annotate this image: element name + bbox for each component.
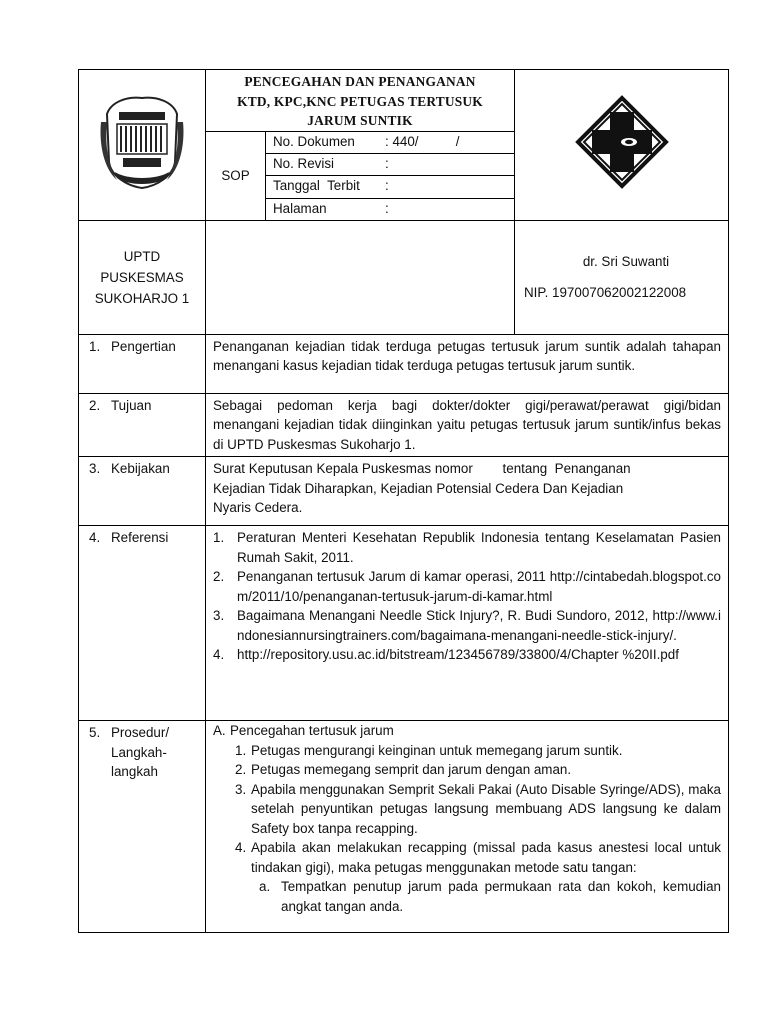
reference-list bbox=[213, 528, 721, 665]
signer-block bbox=[515, 220, 729, 334]
title-line-1: PENCEGAHAN DAN PENANGANAN bbox=[244, 74, 476, 89]
document-meta bbox=[266, 131, 515, 220]
section-body-prosedur bbox=[206, 721, 729, 933]
procedure-step: 3. Apabila menggunakan Semprit Sekali Pakai (Auto Disable Syringe/ADS), maka setelah penyuntikan petugas langsung membuang ADS langsung ke dalam Safety box tanpa recapping. bbox=[235, 781, 721, 836]
puskesmas-logo-cell bbox=[515, 70, 729, 221]
signer-name: dr. Sri Suwanti bbox=[582, 253, 670, 269]
puskesmas-logo-icon bbox=[574, 94, 670, 190]
procedure-step: 2. Petugas memegang semprit dan jarum dengan aman. bbox=[235, 762, 572, 777]
signature-space bbox=[206, 220, 515, 334]
section-label-kebijakan: 3. Kebijakan bbox=[79, 457, 206, 526]
section-label-referensi: 4. Referensi bbox=[79, 526, 206, 721]
procedure-step: 1. Petugas mengurangi keinginan untuk memegang jarum suntik. bbox=[235, 742, 623, 758]
regency-logo-cell bbox=[79, 70, 206, 221]
meta-halaman: Halaman : bbox=[273, 200, 389, 216]
organization-name: UPTD PUSKESMAS SUKOHARJO 1 bbox=[79, 220, 206, 334]
meta-no-revisi: No. Revisi : bbox=[266, 154, 514, 176]
section-body-tujuan: Sebagai pedoman kerja bagi dokter/dokter gigi/perawat/perawat gigi/bidan menangani kejadian tidak diinginkan yaitu petugas tertusuk jarum suntik/infus bekas di UPTD Puskesmas Sukoharjo 1. bbox=[206, 393, 729, 457]
section-label-pengertian: 1. Pengertian bbox=[79, 334, 206, 393]
sop-label: SOP bbox=[206, 131, 266, 220]
procedure-steps bbox=[213, 741, 721, 878]
title-line-2: KTD, KPC,KNC PETUGAS TERTUSUK bbox=[237, 93, 483, 109]
sop-table bbox=[78, 69, 729, 933]
document-title bbox=[206, 70, 515, 132]
meta-no-dokumen: No. Dokumen : 440/ / bbox=[266, 132, 514, 154]
section-body-referensi bbox=[206, 526, 729, 721]
title-line-3: JARUM SUNTIK bbox=[307, 113, 413, 128]
procedure-substeps bbox=[213, 877, 721, 916]
procedure-substep: a. Tempatkan penutup jarum pada permukaan rata dan kokoh, kemudian angkat tangan anda. bbox=[259, 879, 721, 914]
reference-item: 2. Penanganan tertusuk Jarum di kamar operasi, 2011 http://cintabedah.blogspot.com/2011/10/penanganan-tertusuk-jarum-di-kamar.html bbox=[213, 569, 721, 604]
sop-document bbox=[78, 69, 728, 925]
reference-item: 3. Bagaimana Menangani Needle Stick Injury?, R. Budi Sundoro, 2012, http://www.indonesiannursingtrainers.com/bagaimana-menangani-needle-stick-injury/. bbox=[213, 608, 721, 643]
section-label-prosedur: 5. Prosedur/ Langkah- langkah bbox=[79, 721, 206, 933]
reference-item: 4. http://repository.usu.ac.id/bitstream/123456789/33800/4/Chapter %20II.pdf bbox=[213, 647, 679, 662]
signer-nip: NIP. 197007062002122008 bbox=[524, 285, 687, 300]
meta-tanggal-terbit: Tanggal Terbit : bbox=[266, 176, 514, 199]
procedure-step: 4. Apabila akan melakukan recapping (missal pada kasus anestesi local untuk tindakan gigi), maka petugas menggunakan metode satu tangan: bbox=[235, 840, 721, 875]
section-body-kebijakan: Surat Keputusan Kepala Puskesmas nomor tentang Penanganan Kejadian Tidak Diharapkan, Kejadian Potensial Cedera Dan Kejadian Nyaris Cedera. bbox=[206, 457, 729, 526]
reference-item: 1. Peraturan Menteri Kesehatan Republik Indonesia tentang Keselamatan Pasien Rumah Sakit, 2011. bbox=[213, 530, 721, 565]
procedure-heading: A. Pencegahan tertusuk jarum bbox=[213, 723, 394, 738]
regency-emblem-icon bbox=[97, 92, 187, 192]
section-body-pengertian: Penanganan kejadian tidak terduga petugas tertusuk jarum suntik adalah tahapan menangani kasus kejadian tidak terduga petugas tertusuk jarum suntik. bbox=[206, 334, 729, 393]
section-label-tujuan: 2. Tujuan bbox=[79, 393, 206, 457]
